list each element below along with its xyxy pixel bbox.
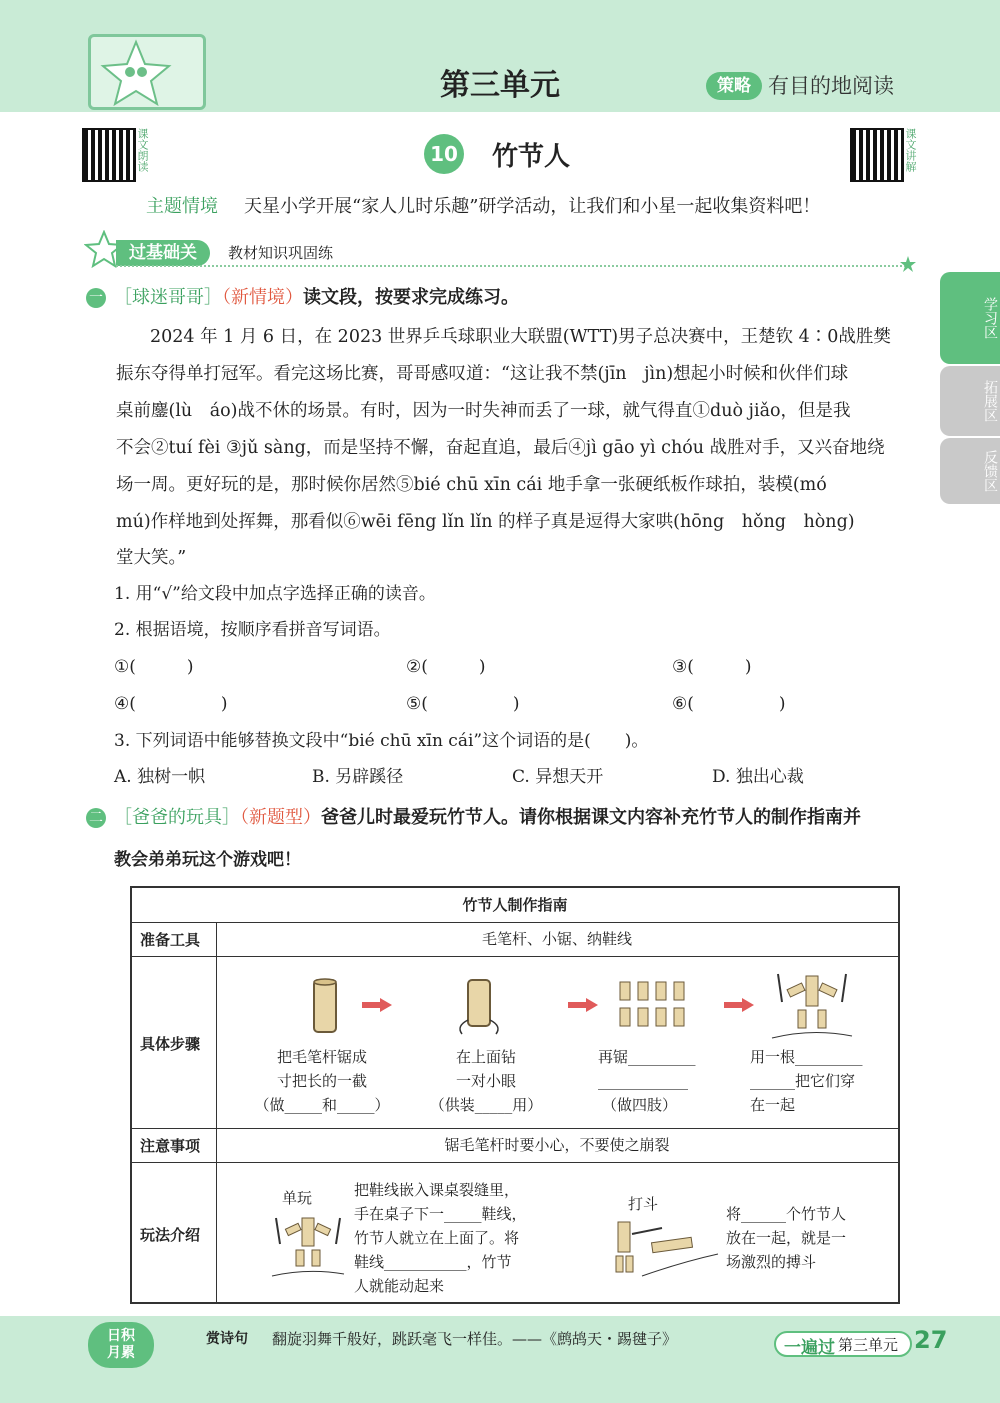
play-single-title: 单玩 — [282, 1189, 313, 1207]
strategy-tag: 策略 — [706, 72, 762, 100]
passage-line: 振东夺得单打冠军。看完这场比赛，哥哥感叹道：“这让我不禁(jīn jìn)想起小时候和伙伴们球 — [116, 364, 849, 384]
answer-blank[interactable]: ①( ) — [114, 657, 194, 677]
row-label-play: 玩法介绍 — [140, 1226, 201, 1244]
sub-question-1: 1. 用“√”给文段中加点字选择正确的读音。 — [114, 584, 436, 604]
passage-line: 2024 年 1 月 6 日，在 2023 世界乒乓球职业大联盟(WTT)男子总决赛中，王楚钦 4∶0战胜樊 — [150, 327, 891, 347]
table-title: 竹节人制作指南 — [462, 896, 568, 914]
sub-question-3: 3. 下列词语中能够替换文段中“bié chū xīn cái”这个词语的是( )。 — [114, 731, 649, 751]
footer-badge-line1: 日积 — [107, 1328, 135, 1344]
bamboo-man-single-icon — [268, 1214, 348, 1280]
step-2-line3[interactable]: （供装_____用） — [429, 1096, 543, 1114]
answer-blank[interactable]: ⑥( ) — [672, 694, 786, 714]
tools-value: 毛笔杆、小锯、纳鞋线 — [481, 930, 632, 948]
bamboo-pieces-icon — [618, 980, 688, 1030]
question-tag: ［爸爸的玩具］ — [114, 807, 240, 828]
arrow-right-icon — [724, 998, 754, 1012]
section-title: 过基础关 — [116, 240, 210, 266]
step-1-line2: 寸把长的一截 — [276, 1072, 367, 1090]
section-subtitle: 教材知识巩固练 — [228, 244, 334, 262]
passage-line: 桌前鏖(lù áo)战不休的场景。有时，因为一时失神而丢了一球，就气得直①duò jiǎo，但是我 — [116, 401, 851, 421]
step-4-line3: 在一起 — [750, 1096, 796, 1114]
theme-text: 天星小学开展“家人儿时乐趣”研学活动，让我们和小星一起收集资料吧！ — [244, 196, 821, 217]
passage-line: 不会②tuí fèi ③jǔ sàng，而是坚持不懈，奋起直追，最后④jì gāo yì chóu 战胜对手，又兴奋地绕 — [116, 438, 885, 458]
question-number: 二 — [86, 808, 106, 828]
play-fight-line[interactable]: 将______个竹节人 — [726, 1205, 847, 1223]
question-tag: ［球迷哥哥］ — [114, 287, 222, 308]
play-single-line[interactable]: 鞋线___________，竹节 — [354, 1253, 512, 1271]
step-1-line3[interactable]: （做_____和_____） — [254, 1096, 390, 1114]
small-star-icon — [900, 256, 916, 272]
row-label-steps: 具体步骤 — [140, 1035, 201, 1053]
passage-line: mú)作样地到处挥舞，那看似⑥wēi fēng lǐn lǐn 的样子真是逗得大家哄(hōng hǒng hòng) — [116, 512, 855, 532]
qr-right-label: 课文讲解 — [904, 128, 917, 172]
row-label-tools: 准备工具 — [140, 931, 201, 949]
lesson-number-badge: 10 — [424, 134, 464, 174]
footer-badge — [88, 1322, 154, 1368]
option-b[interactable]: B. 另辟蹊径 — [312, 767, 404, 787]
question-prompt: 爸爸儿时最爱玩竹节人。请你根据课文内容补充竹节人的制作指南并 — [321, 807, 861, 828]
sub-question-2: 2. 根据语境，按顺序看拼音写词语。 — [114, 620, 391, 640]
option-d[interactable]: D. 独出心裁 — [712, 767, 804, 787]
answer-blank[interactable]: ⑤( ) — [406, 694, 520, 714]
qr-code-right-icon[interactable] — [850, 128, 904, 182]
side-tab-study[interactable]: 学习区 — [940, 272, 1000, 364]
step-3-line1[interactable]: 再锯_________ — [598, 1048, 696, 1066]
footer-poem-text: 翻旋羽舞千般好，跳跃毫飞一样佳。——《鹧鸪天・踢毽子》 — [272, 1330, 678, 1348]
footer-poem-label: 赏诗句 — [206, 1331, 248, 1347]
passage-line: 堂大笑。” — [116, 548, 187, 568]
side-tab-extend[interactable]: 拓展区 — [940, 366, 1000, 436]
section-divider — [116, 265, 910, 267]
question-tag-new: （新题型） — [240, 807, 321, 828]
question-number: 一 — [86, 288, 106, 308]
notes-value: 锯毛笔杆时要小心，不要使之崩裂 — [444, 1136, 670, 1154]
bamboo-tube-icon — [310, 976, 340, 1036]
option-c[interactable]: C. 异想天开 — [512, 767, 604, 787]
footer-unit-label: 第三单元 — [838, 1336, 899, 1354]
step-2-line1: 在上面钻 — [455, 1048, 516, 1066]
play-single-line: 把鞋线嵌入课桌裂缝里， — [354, 1181, 520, 1199]
bamboo-men-fight-icon — [602, 1214, 722, 1280]
play-single-line[interactable]: 手在桌子下一_____鞋线， — [354, 1205, 527, 1223]
step-2-line2: 一对小眼 — [455, 1072, 516, 1090]
footer-badge-line2: 月累 — [107, 1345, 135, 1361]
row-label-notes: 注意事项 — [140, 1137, 201, 1155]
step-4-line1[interactable]: 用一根_________ — [750, 1048, 863, 1066]
qr-left-label: 课文朗读 — [136, 128, 149, 172]
play-single-line: 人就能动起来 — [354, 1277, 445, 1295]
page-number: 27 — [914, 1326, 948, 1354]
question-1-heading — [114, 286, 519, 310]
question-prompt-cont: 教会弟弟玩这个游戏吧！ — [114, 850, 301, 870]
lesson-title: 竹节人 — [492, 142, 571, 172]
play-fight-title: 打斗 — [628, 1195, 659, 1213]
unit-title: 第三单元 — [440, 68, 560, 103]
question-2-heading — [114, 806, 861, 830]
qr-code-left-icon[interactable] — [82, 128, 136, 182]
step-3-line2[interactable]: ____________ — [598, 1072, 688, 1090]
play-fight-line: 场激烈的搏斗 — [726, 1253, 817, 1271]
step-3-line3: （做四肢） — [602, 1096, 678, 1114]
strategy-text: 有目的地阅读 — [768, 74, 894, 98]
theme-label: 主题情境 — [146, 196, 218, 217]
question-tag-new: （新情境） — [222, 287, 303, 308]
arrow-right-icon — [568, 998, 598, 1012]
step-4-line2[interactable]: ______把它们穿 — [750, 1072, 856, 1090]
step-1-line1: 把毛笔杆锯成 — [276, 1048, 367, 1066]
play-fight-line: 放在一起，就是一 — [726, 1229, 847, 1247]
option-a[interactable]: A. 独树一帜 — [114, 767, 206, 787]
side-tab-feedback[interactable]: 反馈区 — [940, 438, 1000, 504]
answer-blank[interactable]: ④( ) — [114, 694, 228, 714]
footer-brand-name: 一遍过 — [784, 1338, 835, 1358]
answer-blank[interactable]: ②( ) — [406, 657, 486, 677]
bamboo-man-icon — [762, 972, 862, 1042]
play-single-line: 竹节人就立在上面了。将 — [354, 1229, 520, 1247]
bamboo-body-icon — [454, 976, 504, 1036]
arrow-right-icon — [362, 998, 392, 1012]
question-prompt: 读文段，按要求完成练习。 — [303, 287, 519, 308]
making-guide-table — [130, 886, 900, 1304]
answer-blank[interactable]: ③( ) — [672, 657, 752, 677]
passage-line: 场一周。更好玩的是，那时候你居然⑤bié chū xīn cái 地手拿一张硬纸板作球拍，装模(mó — [116, 475, 827, 495]
